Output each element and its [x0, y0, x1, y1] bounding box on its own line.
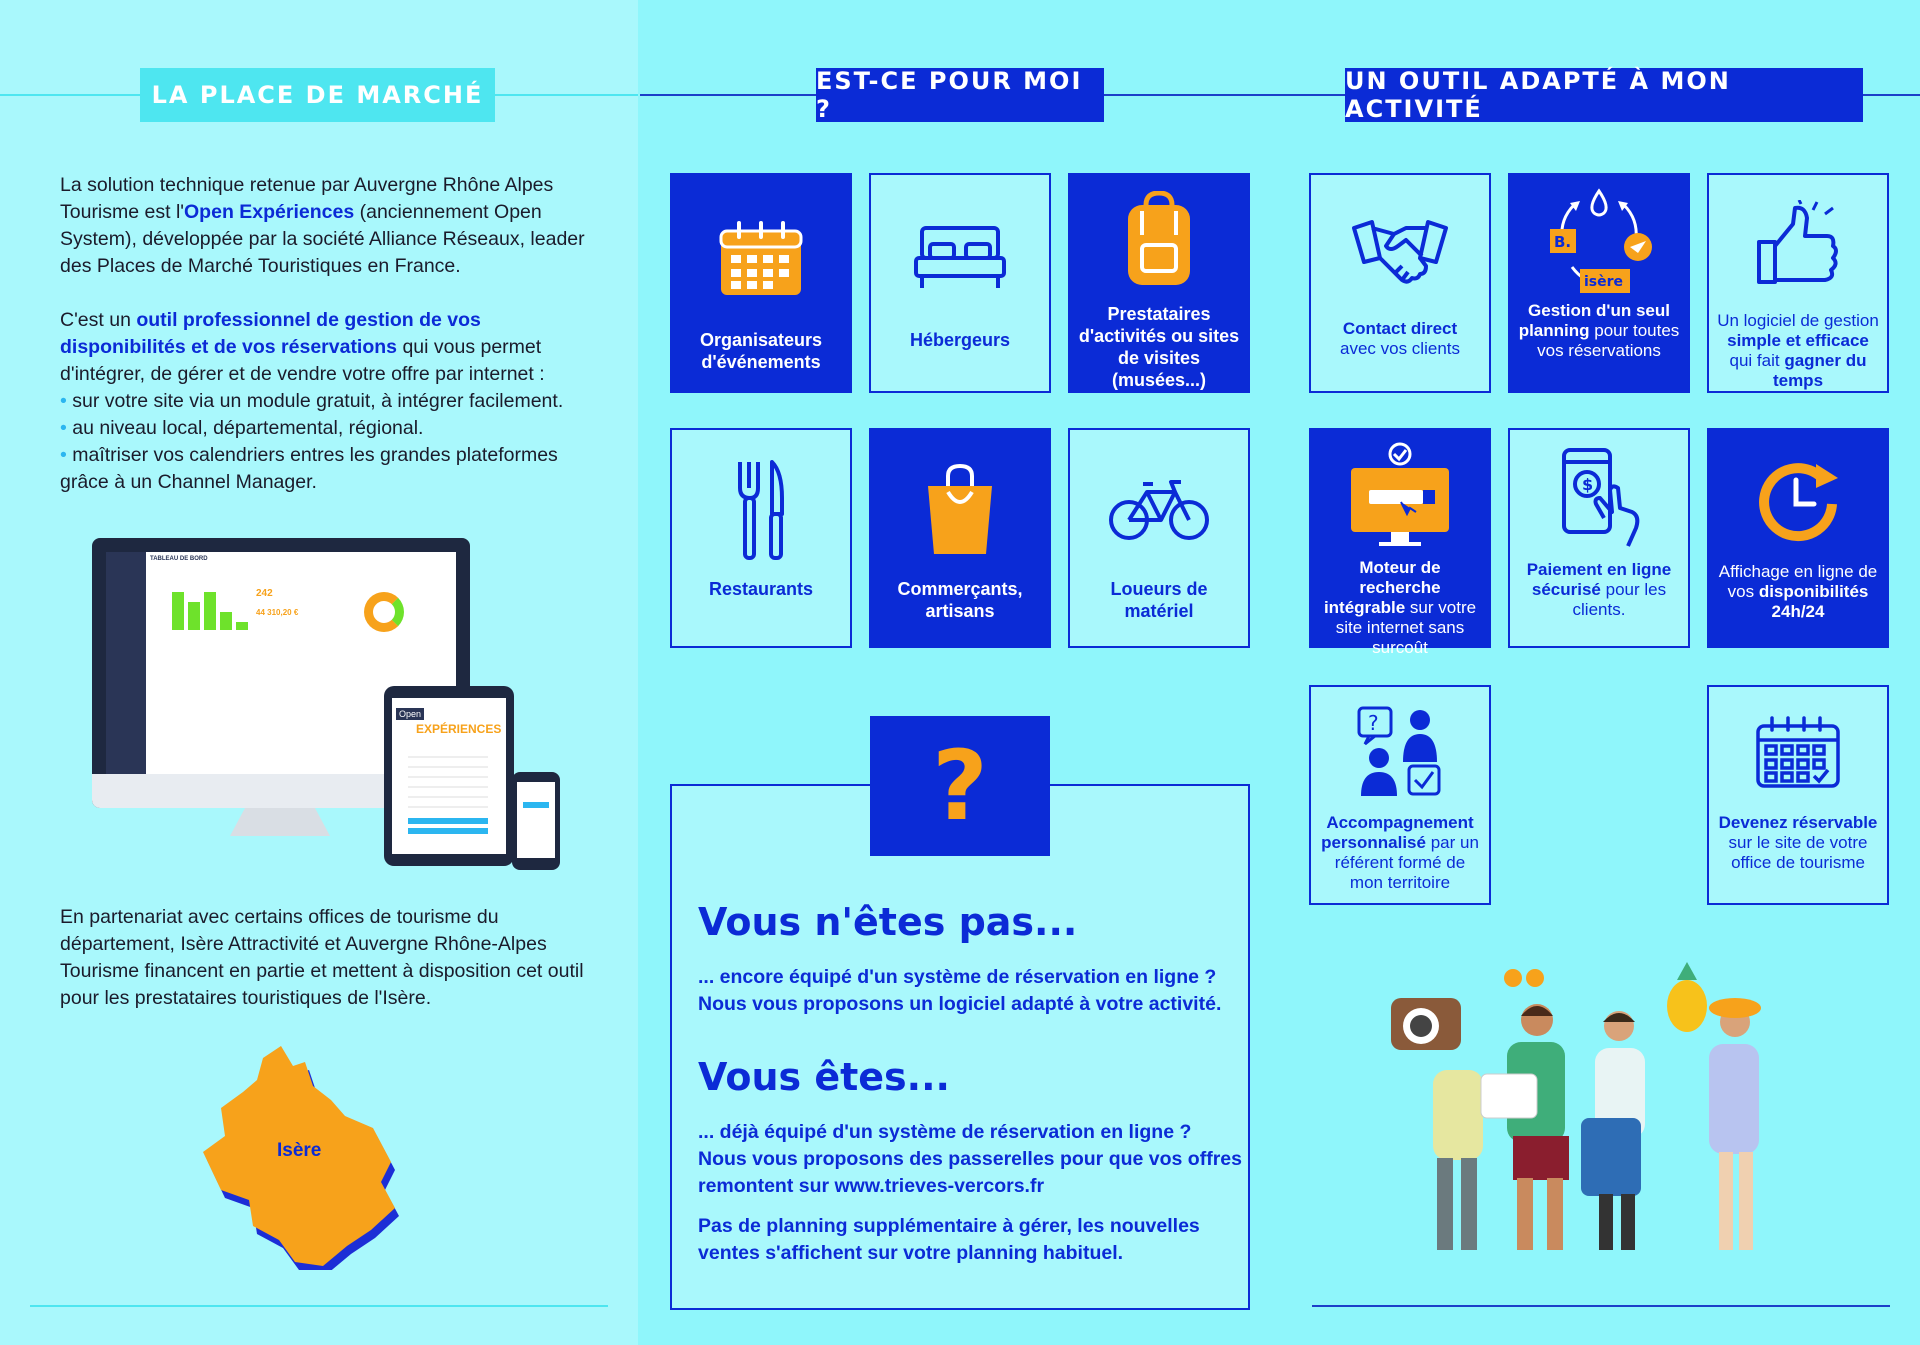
clock-icon	[1743, 452, 1853, 548]
tile-text: Contact direct avec vos clients	[1340, 319, 1460, 358]
tile-label: Loueurs de matériel	[1110, 579, 1208, 621]
bullet-item: • maîtriser vos calendriers entres les grandes plateformes grâce à un Channel Manager.	[60, 444, 558, 493]
brand-big: EXPÉRIENCES	[416, 722, 502, 736]
tile-label: Organisateurs d'événements	[699, 330, 823, 372]
svg-text:B.: B.	[1554, 233, 1572, 251]
tile-personal-support	[1309, 685, 1491, 905]
divider	[30, 1305, 608, 1307]
bed-icon	[905, 209, 1015, 309]
tile-label: Hébergeurs	[909, 330, 1011, 350]
devices-illustration	[90, 538, 560, 873]
monitor-search-icon	[1345, 440, 1455, 550]
tile-label: Commerçants, artisans	[897, 579, 1023, 621]
tool-paragraph: C'est un outil professionnel de gestion de vos disponibilités et de vos réservations qui vous permet d'intégrer, de gérer et de vendre votre offre par internet : • sur votre site via un module gratuit, à intégrer facilement. • au niveau local, départemental, régional. • maîtriser vos calendriers entres les grandes plateformes grâce à un Channel Manager.	[60, 307, 595, 496]
isere-map	[195, 1040, 425, 1270]
intro-paragraph: La solution technique retenue par Auvergne Rhône Alpes Tourisme est l'Open Expériences (anciennement Open System), développée par la société Alliance Réseaux, leader des Places de Marché Touristiques en France.	[60, 174, 585, 277]
travelers-icon	[1385, 960, 1785, 1260]
tile-direct-contact	[1309, 173, 1491, 393]
svg-text:?: ?	[1368, 711, 1379, 735]
calendar-icon	[706, 209, 816, 309]
divider	[1104, 94, 1345, 96]
sync-platforms-icon	[1544, 181, 1654, 297]
divider	[0, 94, 140, 96]
shopping-bag-icon	[905, 460, 1015, 560]
tile-shops-artisans	[869, 428, 1051, 648]
divider	[1312, 1305, 1890, 1307]
tile-text: Moteur de recherche intégrable sur votre site internet sans surcoût	[1323, 558, 1477, 657]
tile-restaurants	[670, 428, 852, 648]
map-label: Isère	[277, 1140, 322, 1161]
handshake-icon	[1345, 205, 1455, 305]
already-title: Vous êtes...	[698, 1055, 950, 1099]
support-people-icon	[1345, 703, 1455, 799]
calendar-check-icon	[1743, 709, 1853, 795]
svg-text:isère: isère	[1584, 274, 1624, 290]
tile-text: Paiement en ligne sécurisé pour les clients.	[1526, 560, 1672, 619]
phone	[512, 772, 560, 870]
travelers-illustration	[1385, 960, 1785, 1260]
divider	[495, 94, 638, 96]
partnership-paragraph: En partenariat avec certains offices de tourisme du département, Isère Attractivité et Auvergne Rhône-Alpes Tourisme financent en partie et mettent à disposition cet outil pour les prestataires touristiques de l'Isère.	[60, 906, 584, 1009]
cutlery-icon	[706, 460, 816, 560]
thumbs-up-icon	[1743, 195, 1853, 295]
no-extra-planning-text: Pas de planning supplémentaire à gérer, les nouvelles ventes s'affichent sur votre planning habituel.	[698, 1215, 1200, 1264]
tile-label: Prestataires d'activités ou sites de visites (musées...)	[1078, 304, 1240, 390]
tile-bookable	[1707, 685, 1889, 905]
tablet	[384, 686, 514, 866]
tile-text: Un logiciel de gestion simple et efficace qui fait gagner du temps	[1717, 311, 1879, 390]
tile-availability-display	[1707, 428, 1889, 648]
not-yet-text: ... encore équipé d'un système de réservation en ligne ? Nous vous proposons un logiciel adapté à votre activité.	[698, 966, 1222, 1015]
already-text: ... déjà équipé d'un système de réservation en ligne ? Nous vous proposons des passerelles pour que vos offres remontent sur www.trieves-vercors.fr	[698, 1121, 1242, 1197]
brand-small: Open	[396, 708, 424, 720]
tile-online-payment	[1508, 428, 1690, 648]
section-title-for-me: EST-CE POUR MOI ?	[816, 68, 1104, 122]
tile-accommodation	[869, 173, 1051, 393]
tile-simple-software	[1707, 173, 1889, 393]
tile-text: Affichage en ligne de vos disponibilités 24h/24	[1718, 562, 1878, 621]
tile-search-engine	[1309, 428, 1491, 657]
tile-equipment-rental	[1068, 428, 1250, 648]
tile-text: Accompagnement personnalisé par un référent formé de mon territoire	[1321, 813, 1479, 892]
divider	[1863, 94, 1920, 96]
phone-payment-icon	[1544, 446, 1654, 550]
tile-activity-providers	[1068, 173, 1250, 393]
bicycle-icon	[1104, 460, 1214, 560]
section-title-tool: UN OUTIL ADAPTÉ À MON ACTIVITÉ	[1345, 68, 1863, 122]
bullet-item: • sur votre site via un module gratuit, à intégrer facilement.	[60, 390, 564, 412]
backpack-icon	[1104, 191, 1214, 287]
tile-label: Restaurants	[708, 579, 814, 599]
question-mark: ?	[932, 730, 988, 842]
question-icon	[870, 716, 1050, 856]
divider	[640, 94, 816, 96]
svg-text:$: $	[1582, 475, 1594, 494]
section-title-marketplace: LA PLACE DE MARCHÉ	[140, 68, 495, 122]
monitor-screen: TABLEAU DE BORD 242 44 310,20 €	[106, 552, 456, 774]
tile-single-planning	[1508, 173, 1690, 393]
tile-text: Devenez réservable sur le site de votre office de tourisme	[1718, 813, 1878, 872]
tile-event-organizers	[670, 173, 852, 393]
tile-text: Gestion d'un seul planning pour toutes vos réservations	[1518, 301, 1680, 360]
bullet-item: • au niveau local, départemental, régional.	[60, 417, 424, 439]
dashboard-title: TABLEAU DE BORD	[150, 556, 208, 562]
not-yet-title: Vous n'êtes pas...	[698, 900, 1078, 944]
